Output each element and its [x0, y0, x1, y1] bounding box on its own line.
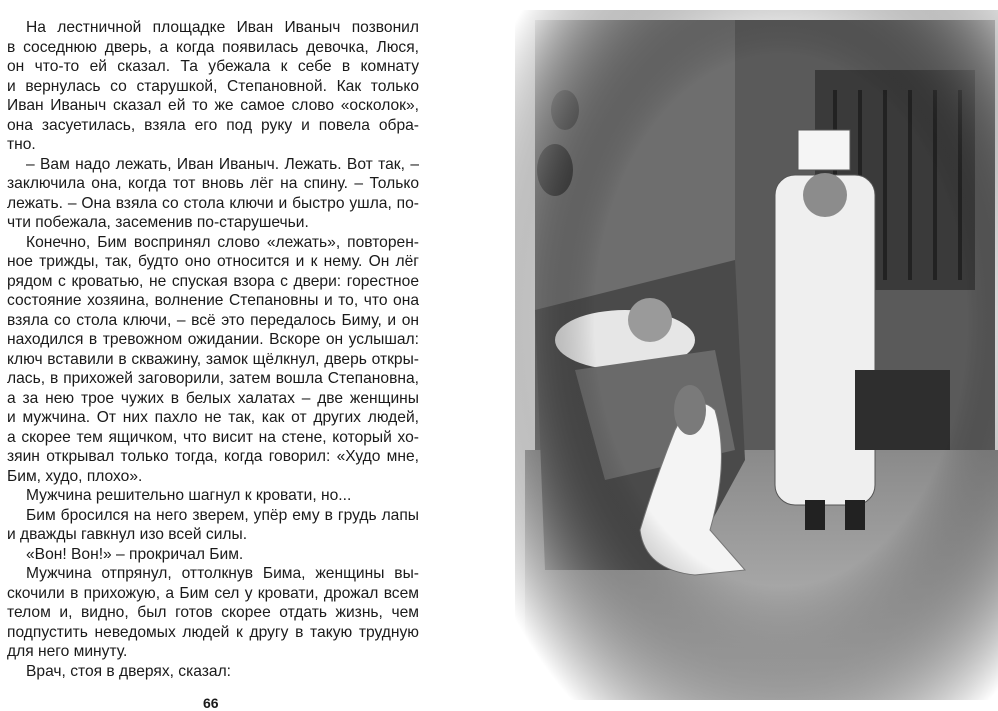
text-line: для него минуту.: [7, 643, 128, 660]
text-line: и мужчина. От них пахло не так, как от других людей,: [7, 409, 419, 426]
text-line: и дважды гавкнул изо всей силы.: [7, 526, 248, 543]
text-line: она засуетилась, взяла его под руку и повела обра-: [7, 116, 419, 134]
text-line: зяин открывал только тогда, когда говорил: «Худо мне,: [7, 448, 419, 465]
text-line: лежать. – Она взяла со стола ключи и быстро ушла, по-: [7, 194, 419, 212]
text-line: состояние хозяина, волнение Степановны и то, что она: [7, 292, 419, 309]
text-line: Врач, стоя в дверях, сказал:: [26, 662, 232, 680]
text-line: скочили в прихожую, а Бим сел у кровати, дрожал всем: [7, 584, 419, 602]
text-line: Мужчина отпрянул, оттолкнув Бима, женщины вы-: [26, 565, 419, 582]
text-line: подпустить неведомых людей к другу в такую трудную: [7, 623, 419, 641]
text-line: взяла со стола ключи, – всё это передалось Биму, и он: [7, 311, 419, 329]
text-line: тно.: [7, 136, 36, 153]
body-text: [7, 18, 419, 681]
text-line: телом и, видно, был готов скорее отдать жизнь, чем: [7, 604, 419, 621]
text-line: Бим бросился на него зверем, упёр ему в грудь лапы: [26, 506, 419, 524]
text-line: Иван Иваныч сказал ей то же самое слово «осколок»,: [7, 97, 419, 114]
text-line: в соседнюю дверь, а когда появилась девочка, Люся,: [7, 38, 419, 56]
text-line: лась, в прихожей заговорили, затем вошла Степановна,: [7, 370, 419, 387]
text-line: «Вон! Вон!» – прокричал Бим.: [26, 545, 244, 563]
text-line: – Вам надо лежать, Иван Иваныч. Лежать. Вот так, –: [26, 155, 419, 173]
text-line: чти побежала, засеменив по-старушечьи.: [7, 214, 309, 231]
text-line: рядом с кроватью, не спуская взора с двери: горестное: [7, 272, 419, 290]
text-line: находился в тревожном ожидании. Вскоре он услышал:: [7, 331, 419, 348]
text-line: На лестничной площадке Иван Иваныч позвонил: [26, 19, 419, 36]
text-line: а скорее тем ящичком, что висит на стене, который хо-: [7, 428, 419, 446]
illustration-doctor-and-dog: [515, 10, 998, 700]
text-line: ключ вставили в скважину, замок щёлкнул, дверь откры-: [7, 350, 419, 368]
text-line: заключила она, когда тот вновь лёг на спину. – Только: [7, 175, 419, 192]
text-line: Конечно, Бим воспринял слово «лежать», повторен-: [26, 233, 419, 251]
text-line: и вернулась со старушкой, Степановной. Как только: [7, 77, 419, 95]
text-line: а за нею трое чужих в белых халатах – две женщины: [7, 389, 419, 407]
text-line: Бим, худо, плохо».: [7, 467, 143, 485]
text-line: он что-то ей сказал. Та убежала к себе в комнату: [7, 58, 419, 75]
text-line: Мужчина решительно шагнул к кровати, но...: [26, 487, 352, 504]
text-line: ное трижды, так, будто оно относится и к нему. Он лёг: [7, 253, 419, 270]
page-number: 66: [203, 695, 219, 711]
